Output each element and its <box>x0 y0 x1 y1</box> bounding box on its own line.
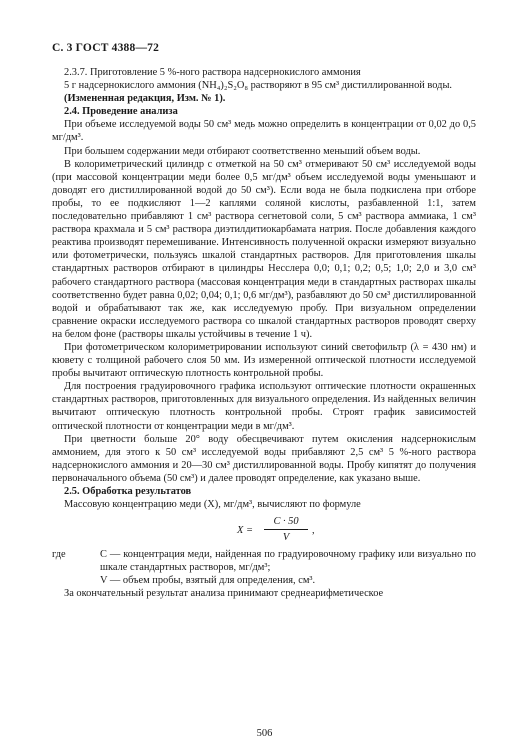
section-heading-2-5: 2.5. Обработка результатов <box>64 486 192 497</box>
paragraph-color-removal: При цветности больше 20° воду обесцвечивают путем окисления надсернокислым аммонием, для этого к 50 см³ исследуемой воды прибавляют 2,5 см³ 5 %-ного раствора надсернокислого аммония и 20—30 см³ дистиллированной воды. Пробу кипятят до получения первоначального объема (50 см³) и далее проводят определение, как указано выше. <box>52 433 476 484</box>
page-body <box>52 66 476 601</box>
paragraph-photometric: При фотометрическом колориметрировании используют синий светофильтр (λ = 430 нм) и кювету с толщиной рабочего слоя 50 мм. Из измеренной оптической плотности исследуемой пробы вычитают оптическую плотность контрольной пробы. <box>52 341 476 380</box>
definition-v-text: V — объем пробы, взятый для определения, см³. <box>100 575 316 587</box>
formula-numerator: C · 50 <box>264 515 308 530</box>
paragraph-procedure: В колориметрический цилиндр с отметкой на 50 см³ отмеривают 50 см³ исследуемой воды (при массовой концентрации меди более 0,5 мг/дм³ объем исследуемой воды уменьшают и доводят его дистиллированной водой до 50 см³). Если вода не была подкислена при отборе пробы, то ее подкисляют 1—2 каплями соляной кислоты, разбавленной 1:1, затем последовательно прибавляют 1 см³ раствора сегнетовой соли, 5 см³ раствора аммиака, 1 см³ раствора крахмала и 5 см³ раствора диэтилдитиокарбамата натрия. После добавления каждого реактива производят перемешивание. Интенсивность полученной окраски измеряют визуально или фотометрически, пользуясь шкалой стандартных растворов. Для приготовления шкалы стандартных растворов отбирают в цилиндры Несслера 0,0; 0,1; 0,2; 0,5; 1,0; 2,0 и 3,0 см³ рабочего стандартного раствора (массовая концентрация меди в стандартных растворах шкалы соответственно будет равна 0,02; 0,04; 0,1; 0,6 мг/дм³), разбавляют до 50 см³ дистиллированной водой и обрабатывают так же, как исследуемую пробу. При визуальном определении сравнение окраски исследуемого раствора со шкалой стандартных растворов проводят сверху на белом фоне (растворы шкалы устойчивы в течение 1 ч). <box>52 158 476 340</box>
paragraph-formula-intro: Массовую концентрацию меди (X), мг/дм³, вычисляют по формуле <box>64 499 361 511</box>
variable-definition-c <box>52 548 476 574</box>
paragraph-final-result: За окончательный результат анализа принимают среднеарифметическое <box>64 588 384 600</box>
paragraph-ammonium-solution: 5 г надсернокислого аммония (NH₄)₂S₂O₈ растворяют в 95 см³ дистиллированной воды. <box>64 80 453 92</box>
paragraph-2-3-7: 2.3.7. Приготовление 5 %-ного раствора надсернокислого аммония <box>64 67 361 78</box>
formula-lhs: X = <box>237 525 253 537</box>
concentration-formula <box>52 515 476 545</box>
page-number: 506 <box>256 728 273 739</box>
where-label: где <box>52 549 66 561</box>
paragraph-volume: При объеме исследуемой воды 50 см³ медь можно определить в концентрации от 0,02 до 0,5 мг/дм³. <box>52 119 476 144</box>
definition-c-text: C — концентрация меди, найденная по градуировочному графику или визуально по шкале стандартных растворов, мг/дм³; <box>100 549 476 574</box>
formula-fraction <box>264 515 308 544</box>
section-heading-2-4: 2.4. Проведение анализа <box>64 106 178 118</box>
paragraph-higher-content: При большем содержании меди отбирают соответственно меньший объем воды. <box>64 145 421 157</box>
paragraph-calibration: Для построения градуировочного графика используют оптические плотности окрашенных стандартных растворов, приготовленных для визуального определения. Из найденных величин вычитают оптическую плотность контрольной пробы. Строят график зависимостей оптической плотности от концентрации меди в мг/дм³. <box>52 381 476 432</box>
amendment-note: (Измененная редакция, Изм. № 1). <box>64 93 226 105</box>
formula-denominator: V <box>282 532 290 544</box>
page-header: С. 3 ГОСТ 4388—72 <box>52 42 160 54</box>
formula-comma: , <box>312 525 315 537</box>
variable-definition-v <box>52 574 476 587</box>
